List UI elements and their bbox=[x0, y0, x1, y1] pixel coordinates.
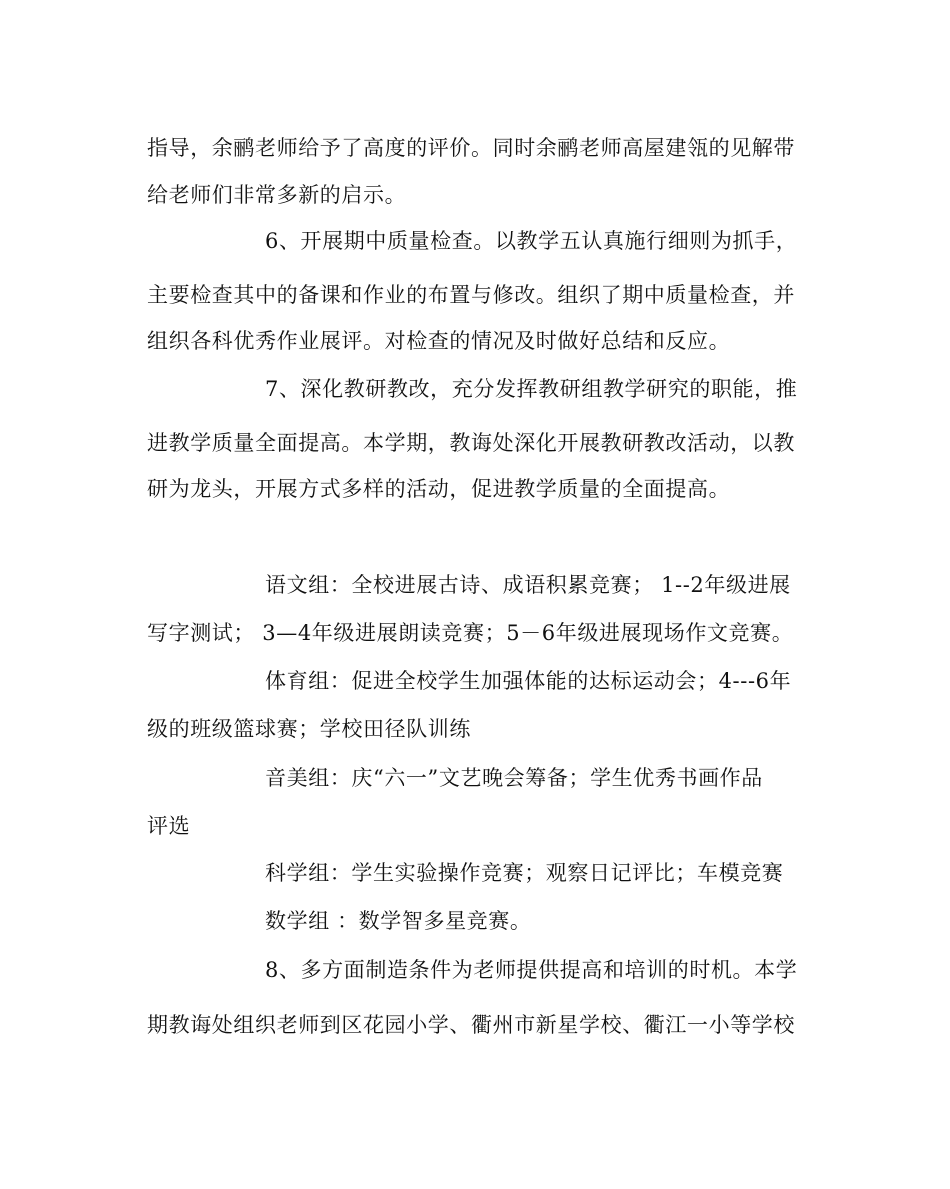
paragraph-line: 6、开展期中质量检查。以教学五认真施行细则为抓手， bbox=[265, 229, 798, 253]
paragraph-line: 评选 bbox=[147, 814, 191, 838]
paragraph-line: 体育组：促进全校学生加强体能的达标运动会；4---6年 bbox=[265, 669, 792, 693]
paragraph-line: 级的班级篮球赛；学校田径队训练 bbox=[147, 717, 471, 741]
paragraph-line: 主要检查其中的备课和作业的布置与修改。组织了期中质量检查，并 bbox=[147, 283, 795, 307]
paragraph-line: 组织各科优秀作业展评。对检查的情况及时做好总结和反应。 bbox=[147, 329, 731, 353]
paragraph-line: 7、深化教研教改，充分发挥教研组教学研究的职能，推 bbox=[265, 377, 798, 401]
paragraph-line: 进教学质量全面提高。本学期，教诲处深化开展教研教改活动，以教 bbox=[147, 431, 795, 455]
paragraph-line: 音美组：庆“六一”文艺晚会筹备；学生优秀书画作品 bbox=[265, 766, 763, 790]
paragraph-line: 科学组：学生实验操作竞赛；观察日记评比；车模竞赛 bbox=[265, 861, 784, 885]
paragraph-line: 语文组：全校进展古诗、成语积累竞赛； 1--2年级进展 bbox=[265, 573, 791, 597]
paragraph-line: 数学组 ：数学智多星竞赛。 bbox=[265, 909, 532, 933]
paragraph-line: 写字测试； 3—4年级进展朗读竞赛；5－6年级进展现场作文竞赛。 bbox=[147, 621, 794, 645]
paragraph-line: 给老师们非常多新的启示。 bbox=[147, 183, 407, 207]
paragraph-line: 指导，余鹂老师给予了高度的评价。同时余鹂老师高屋建瓴的见解带 bbox=[147, 136, 795, 160]
paragraph-line: 期教诲处组织老师到区花园小学、衢州市新星学校、衢江一小等学校 bbox=[147, 1013, 795, 1037]
paragraph-line: 研为龙头，开展方式多样的活动，促进教学质量的全面提高。 bbox=[147, 477, 731, 501]
paragraph-line: 8、多方面制造条件为老师提供提高和培训的时机。本学 bbox=[265, 958, 798, 982]
